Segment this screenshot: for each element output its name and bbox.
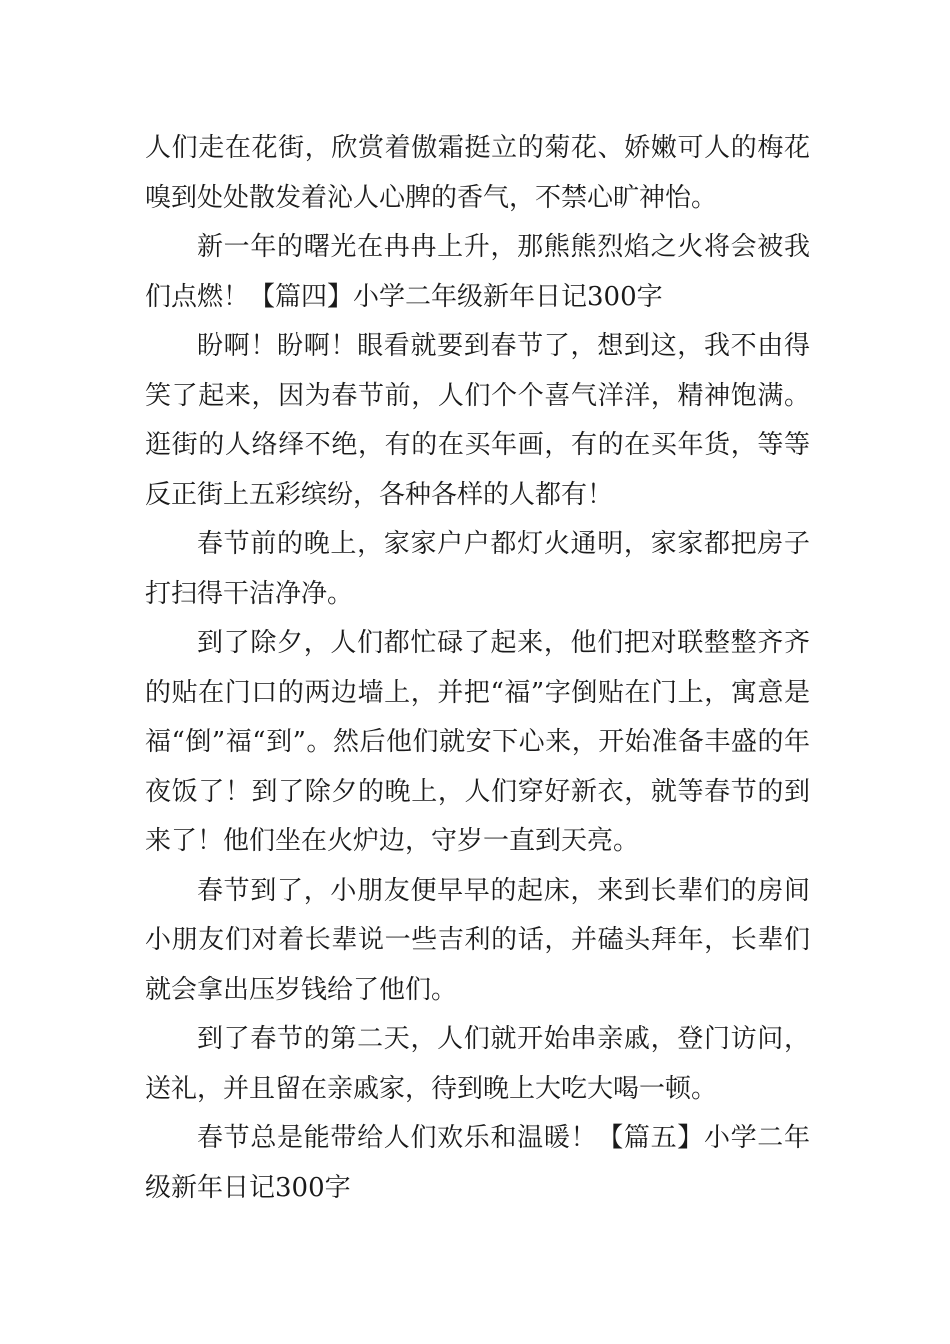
paragraph-4: 春节前的晚上，家家户户都灯火通明，家家都把房子打扫得干洁净净。 (145, 529, 810, 609)
paragraph-2: 新一年的曙光在冉冉上升，那熊熊烈焰之火将会被我们点燃！【篇四】小学二年级新年日记300字 (145, 232, 810, 312)
paragraph-5: 到了除夕，人们都忙碌了起来，他们把对联整整齐齐的贴在门口的两边墙上，并把“福”字倒贴在门上，寓意是福“倒”福“到”。然后他们就安下心来，开始准备丰盛的年夜饭了！到了除夕的晚上，人们穿好新衣，就等春节的到来了！他们坐在火炉边，守岁一直到天亮。 (145, 628, 810, 856)
paragraph-8: 春节总是能带给人们欢乐和温暖！【篇五】小学二年级新年日记300字 (145, 1123, 810, 1203)
paragraph-6: 春节到了，小朋友便早早的起床，来到长辈们的房间小朋友们对着长辈说一些吉利的话，并磕头拜年，长辈们就会拿出压岁钱给了他们。 (145, 875, 810, 1005)
document-body (145, 124, 810, 1213)
paragraph-1: 人们走在花街，欣赏着傲霜挺立的菊花、娇嫩可人的梅花嗅到处处散发着沁人心脾的香气，不禁心旷神怡。 (145, 133, 810, 213)
paragraph-3: 盼啊！盼啊！眼看就要到春节了，想到这，我不由得笑了起来，因为春节前，人们个个喜气洋洋，精神饱满。逛街的人络绎不绝，有的在买年画，有的在买年货，等等反正街上五彩缤纷，各种各样的人都有！ (145, 331, 810, 510)
paragraph-7: 到了春节的第二天，人们就开始串亲戚，登门访问，送礼，并且留在亲戚家，待到晚上大吃大喝一顿。 (145, 1024, 810, 1104)
